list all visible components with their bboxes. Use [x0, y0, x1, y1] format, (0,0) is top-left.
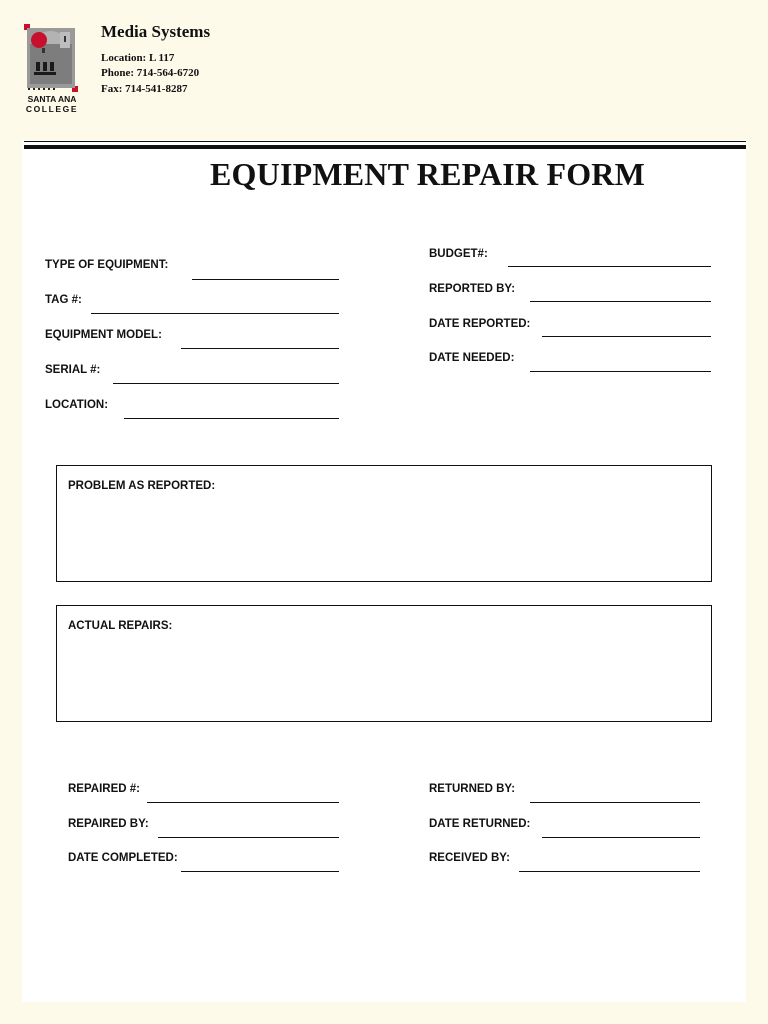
college-logo-icon — [24, 22, 80, 94]
college-logo-text-line2: COLLEGE — [25, 104, 79, 114]
repaired-number-label: REPAIRED #: — [68, 783, 140, 795]
location-field[interactable] — [124, 418, 339, 419]
budget-number-label: BUDGET#: — [429, 248, 488, 260]
problem-reported-label: PROBLEM AS REPORTED: — [68, 480, 216, 492]
form-title: EQUIPMENT REPAIR FORM — [210, 156, 646, 192]
received-by-field[interactable] — [519, 871, 700, 872]
college-logo-text-line1: SANTA ANA — [27, 94, 77, 104]
college-logo — [24, 22, 80, 99]
tag-number-field[interactable] — [91, 313, 339, 314]
equipment-model-field[interactable] — [181, 348, 339, 349]
problem-reported-box[interactable] — [56, 465, 712, 582]
returned-by-label: RETURNED BY: — [429, 783, 516, 795]
actual-repairs-label: ACTUAL REPAIRS: — [68, 620, 173, 632]
date-completed-field[interactable] — [181, 871, 339, 872]
repaired-by-field[interactable] — [158, 837, 339, 838]
reported-by-field[interactable] — [530, 301, 711, 302]
org-location: Location: L 117 — [101, 52, 175, 64]
tag-number-label: TAG #: — [45, 294, 82, 306]
date-reported-label: DATE REPORTED: — [429, 318, 531, 330]
received-by-label: RECEIVED BY: — [429, 852, 510, 864]
returned-by-field[interactable] — [530, 802, 700, 803]
header-divider-thin — [24, 141, 746, 142]
serial-number-field[interactable] — [113, 383, 339, 384]
date-needed-label: DATE NEEDED: — [429, 352, 515, 364]
org-name: Media Systems — [101, 22, 211, 41]
date-returned-label: DATE RETURNED: — [429, 818, 531, 830]
repaired-by-label: REPAIRED BY: — [68, 818, 149, 830]
serial-number-label: SERIAL #: — [45, 364, 101, 376]
repaired-number-field[interactable] — [147, 802, 339, 803]
type-of-equipment-field[interactable] — [192, 279, 339, 280]
org-phone: Phone: 714-564-6720 — [101, 67, 200, 79]
org-fax: Fax: 714-541-8287 — [101, 83, 188, 95]
budget-number-field[interactable] — [508, 266, 711, 267]
date-needed-field[interactable] — [530, 371, 711, 372]
date-returned-field[interactable] — [542, 837, 700, 838]
actual-repairs-box[interactable] — [56, 605, 712, 722]
date-reported-field[interactable] — [542, 336, 711, 337]
date-completed-label: DATE COMPLETED: — [68, 852, 178, 864]
reported-by-label: REPORTED BY: — [429, 283, 516, 295]
location-label: LOCATION: — [45, 399, 109, 411]
type-of-equipment-label: TYPE OF EQUIPMENT: — [45, 259, 169, 271]
college-logo-text — [24, 94, 80, 114]
equipment-model-label: EQUIPMENT MODEL: — [45, 329, 162, 341]
header-divider-thick — [24, 145, 746, 149]
